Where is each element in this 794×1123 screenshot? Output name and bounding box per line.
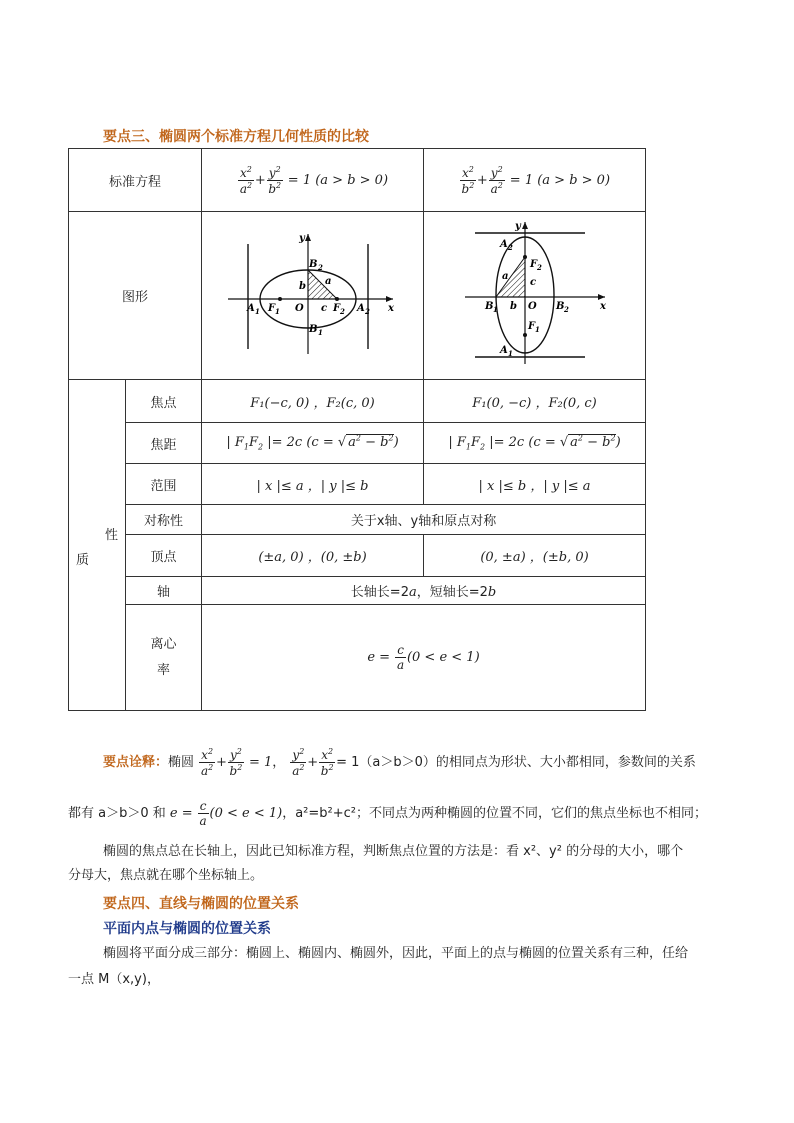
eccentricity-label-1: 离心 (150, 636, 177, 652)
section-heading-3: 要点三、椭圆两个标准方程几何性质的比较 (103, 129, 369, 145)
fig2-origin-label: O (527, 300, 537, 312)
axis-value: 长轴长=2a，短轴长=2b (202, 577, 646, 605)
fig1-b1-label: B (308, 323, 317, 335)
row-label-focal-distance: 焦距 (126, 423, 202, 464)
svg-text:1: 1 (254, 306, 260, 316)
equation-1: $\frac{x^2}{a^2}$ + $\frac{y^2}{b^2}$ = 1 (a > b > 0) (202, 149, 424, 212)
subheading-point-ellipse: 平面内点与椭圆的位置关系 (103, 921, 271, 937)
group-label-char-2: 质 (76, 553, 90, 568)
row-label-axis: 轴 (126, 577, 202, 605)
fig1-origin-label: O (294, 302, 304, 314)
comparison-table (68, 148, 646, 711)
fig2-b1-label: B (484, 300, 493, 312)
svg-text:2: 2 (317, 262, 323, 272)
vertex-value-2: (0, ±a) ，(±b, 0) (424, 535, 646, 577)
svg-text:2: 2 (364, 306, 370, 316)
svg-text:2: 2 (507, 242, 513, 252)
figure-cell-2 (424, 212, 646, 380)
fig1-a-label: a (324, 275, 331, 287)
focus-value-1: F₁(−c, 0) ，F₂(c, 0) (202, 380, 424, 423)
group-label-properties (69, 380, 126, 711)
row-label-standard-equation: 标准方程 (69, 149, 202, 212)
note-title: 要点诠释： (103, 755, 169, 770)
svg-text:1: 1 (507, 348, 513, 358)
para-regions-line-1: 椭圆将平面分成三部分：椭圆上、椭圆内、椭圆外，因此，平面上的点与椭圆的位置关系有三种，任给 (103, 946, 689, 961)
ellipse-figure-horizontal (223, 229, 403, 359)
fig2-y-label: y (514, 220, 521, 232)
row-label-focus: 焦点 (126, 380, 202, 423)
fig1-f2-label: F (332, 302, 340, 314)
focus-value-2: F₁(0, −c) ，F₂(0, c) (424, 380, 646, 423)
ellipse-figure-vertical (460, 219, 610, 369)
svg-text:1: 1 (534, 324, 540, 334)
fig2-a1-label: A (499, 344, 508, 356)
svg-text:1: 1 (492, 304, 498, 314)
range-value-2: | x |≤ b ，| y |≤ a (424, 464, 646, 505)
note-line-2: 都有 a＞b＞0 和 e = $\frac{c}{a}$ (0 < e < 1)，a²=b²+c²；不同点为两种椭圆的位置不同，它们的焦点坐标也不相同； (68, 799, 707, 828)
row-label-range: 范围 (126, 464, 202, 505)
note-line-1: 要点诠释：椭圆 $\frac{x^2}{a^2}$ + $\frac{y^2}{b^2}$ = 1， $\frac{y^2}{a^2}$ + $\frac{x^2}{b^2}$ = 1（a＞b＞0）的相同点为形状、大小都相同，参数间的关系 (103, 747, 696, 778)
equation-2: $\frac{x^2}{b^2}$ + $\frac{y^2}{a^2}$ = 1 (a > b > 0) (424, 149, 646, 212)
fig1-b-label: b (298, 280, 306, 292)
row-label-symmetry: 对称性 (126, 505, 202, 535)
fig2-f2-label: F (529, 258, 537, 270)
para-regions-line-2: 一点 M（x,y)， (68, 972, 160, 987)
fig1-a2-label: A (356, 302, 365, 314)
vertex-value-1: (±a, 0) ，(0, ±b) (202, 535, 424, 577)
fig2-a2-label: A (499, 238, 508, 250)
svg-text:2: 2 (563, 304, 569, 314)
range-value-1: | x |≤ a ，| y |≤ b (202, 464, 424, 505)
eq1-rhs: = 1 (a > b > 0) (283, 172, 389, 188)
fig2-c-label: c (529, 276, 536, 288)
fig1-f1-label: F (267, 302, 275, 314)
svg-text:1: 1 (317, 327, 323, 337)
fig2-f1-label: F (527, 320, 535, 332)
focal-distance-value-2: | $F_1F_2$ |= 2c (c = √ $a^2 - b^2$) (424, 423, 646, 464)
fig1-b2-label: B (308, 258, 317, 270)
fig1-c-label: c (320, 302, 327, 314)
fig1-a1-label: A (246, 302, 255, 314)
row-label-vertex: 顶点 (126, 535, 202, 577)
group-label-char-1: 性 (105, 528, 119, 543)
svg-text:2: 2 (536, 262, 542, 272)
fig1-x-label: x (387, 302, 394, 314)
focal-distance-value-1: | $F_1F_2$ |= 2c (c = √ $a^2 - b^2$) (202, 423, 424, 464)
fig2-x-label: x (599, 300, 606, 312)
fig2-a-label: a (501, 270, 508, 282)
row-label-figure: 图形 (69, 212, 202, 380)
fig2-b-label: b (509, 300, 517, 312)
svg-text:1: 1 (274, 306, 280, 316)
eq2-rhs: = 1 (a > b > 0) (505, 172, 611, 188)
eccentricity-label-2: 率 (157, 662, 171, 678)
section-heading-4: 要点四、直线与椭圆的位置关系 (103, 896, 299, 912)
para-focus-rule-line-2: 分母大，焦点就在哪个坐标轴上。 (68, 868, 264, 883)
row-label-eccentricity (126, 605, 202, 711)
eccentricity-value: e = $\frac{c}{a}$ (0 < e < 1) (202, 605, 646, 711)
fig2-b2-label: B (555, 300, 564, 312)
figure-cell-1 (202, 212, 424, 380)
symmetry-value: 关于x轴、y轴和原点对称 (202, 505, 646, 535)
svg-text:2: 2 (339, 306, 345, 316)
fig1-y-label: y (298, 232, 305, 244)
para-focus-rule-line-1: 椭圆的焦点总在长轴上，因此已知标准方程，判断焦点位置的方法是：看 x²、y² 的分母的大小，哪个 (103, 844, 684, 859)
